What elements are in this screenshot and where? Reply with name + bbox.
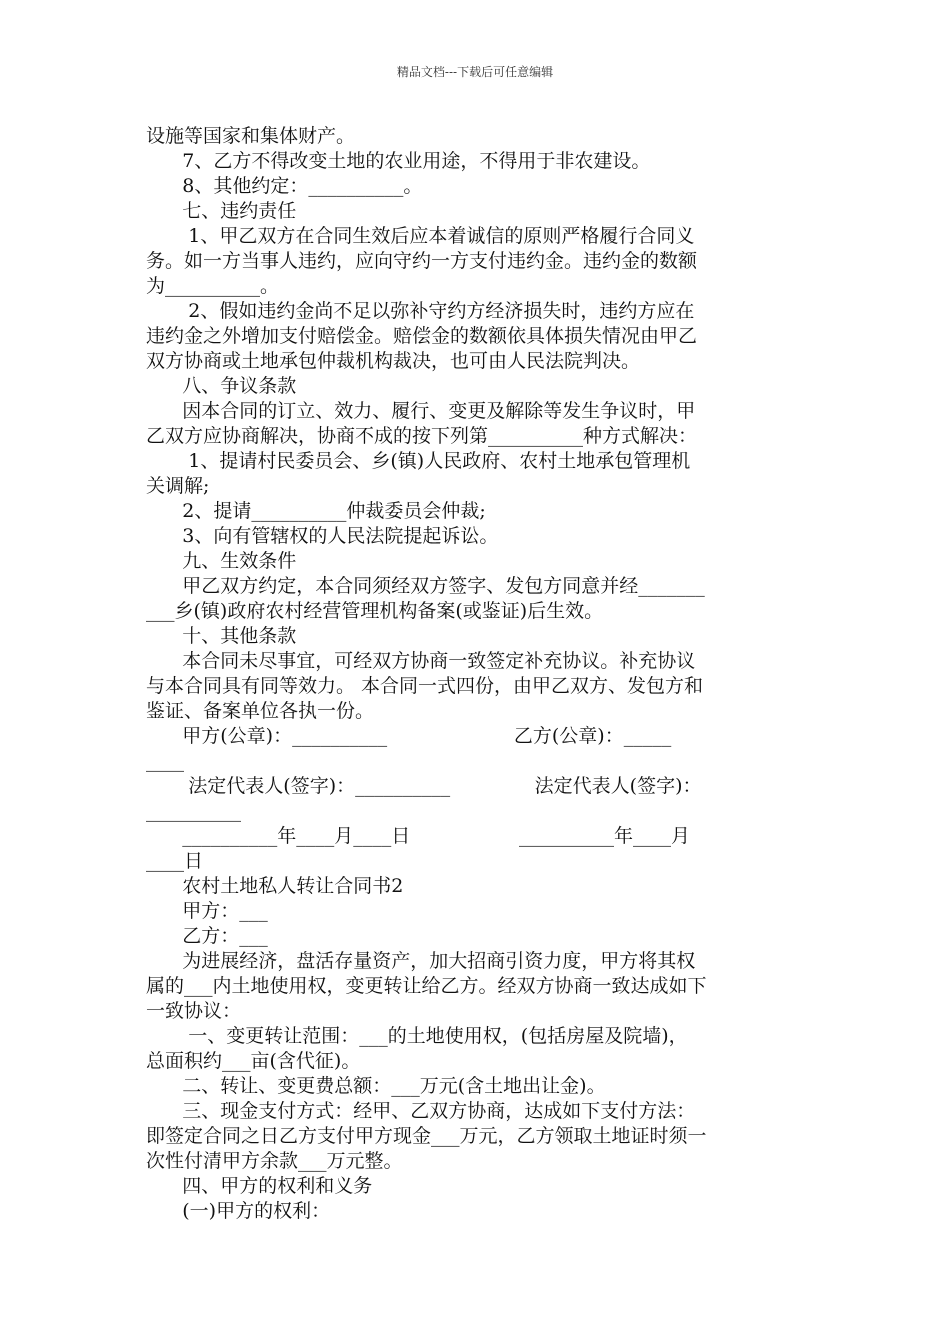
text-line: 1、甲乙双方在合同生效后应本着诚信的原则严格履行合同义 [146,225,695,247]
text-line: 1、提请村民委员会、乡(镇)人民政府、农村土地承包管理机 [146,450,691,472]
text-line: 8、其他约定：__________。 [146,175,423,197]
text-line: 总面积约___亩(含代征)。 [146,1050,361,1072]
text-line: 乙双方应协商解决，协商不成的按下列第__________种方式解决： [146,425,698,447]
text-line: 次性付清甲方余款___万元整。 [146,1150,403,1172]
text-line: 一、变更转让范围：___的土地使用权，(包括房屋及院墙)， [146,1025,688,1047]
text-line: ___乡(镇)政府农村经营管理机构备案(或鉴证)后生效。 [146,600,604,622]
text-line: 三、现金支付方式：经甲、乙双方协商，达成如下支付方法： [146,1100,696,1122]
text-line: 3、向有管辖权的人民法院提起诉讼。 [146,525,499,547]
text-line: 二、转让、变更费总额：___万元(含土地出让金)。 [146,1075,606,1097]
text-line: 因本合同的订立、效力、履行、变更及解除等发生争议时，甲 [146,400,696,422]
text-line: 本合同未尽事宜，可经双方协商一致签定补充协议。补充协议 [146,650,696,672]
date-line: __________年____月____日 __________年____月 [146,825,690,847]
section-heading: 七、违约责任 [146,200,297,222]
text-line: 鉴证、备案单位各执一份。 [146,700,375,722]
signature-line: 法定代表人(签字)：__________ 法定代表人(签字)： [146,775,702,797]
section-heading: 九、生效条件 [146,550,297,572]
section-heading: 十、其他条款 [146,625,297,647]
party-line: 乙方：___ [146,925,268,947]
text-line: 为__________。 [146,275,280,297]
signature-line: 甲方(公章)：__________ 乙方(公章)：_____ [146,725,672,747]
signature-line: ____ [146,750,184,772]
party-line: 甲方：___ [146,900,268,922]
text-line: 为进展经济，盘活存量资产，加大招商引资力度，甲方将其权 [146,950,696,972]
text-line: 一致协议： [146,1000,242,1022]
section-heading: 四、甲方的权利和义务 [146,1175,373,1197]
section-heading: 八、争议条款 [146,375,297,397]
text-line: 甲乙双方约定，本合同须经双方签字、发包方同意并经_______ [146,575,705,597]
text-line: 与本合同具有同等效力。 本合同一式四份，由甲乙双方、发包方和 [146,675,704,697]
text-line: 属的___内土地使用权，变更转让给乙方。经双方协商一致达成如下 [146,975,707,997]
text-line: 务。如一方当事人违约，应向守约一方支付违约金。违约金的数额 [146,250,698,272]
text-line: 2、假如违约金尚不足以弥补守约方经济损失时，违约方应在 [146,300,695,322]
text-line: 2、提请__________仲裁委员会仲裁; [146,500,486,522]
text-line: 7、乙方不得改变土地的农业用途，不得用于非农建设。 [146,150,651,172]
text-line: 设施等国家和集体财产。 [146,125,356,147]
text-line: 违约金之外增加支付赔偿金。赔偿金的数额依具体损失情况由甲乙 [146,325,698,347]
date-line: ____日 [146,850,204,872]
text-line: 关调解; [146,475,210,497]
page-header: 精品文档---下载后可任意编辑 [396,65,554,79]
signature-line: __________ [146,800,241,822]
document-title: 农村土地私人转让合同书2 [146,875,404,897]
text-line: 双方协商或土地承包仲裁机构裁决，也可由人民法院判决。 [146,350,641,372]
text-line: (一)甲方的权利： [146,1200,331,1222]
text-line: 即签定合同之日乙方支付甲方现金___万元，乙方领取土地证时须一 [146,1125,707,1147]
document-body [146,124,810,1224]
